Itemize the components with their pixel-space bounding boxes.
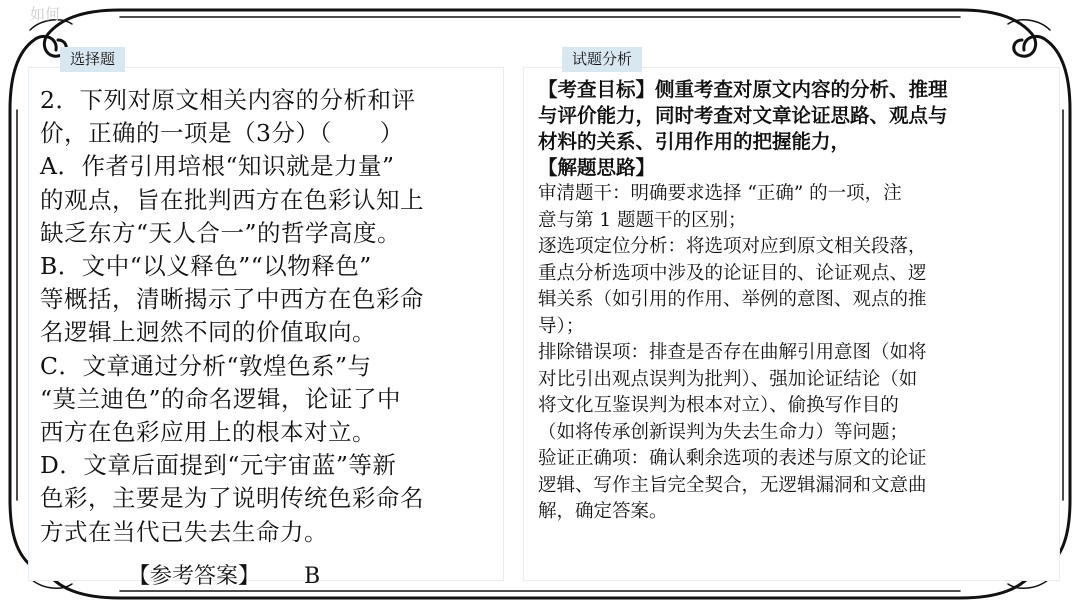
option-b-line: B．文中“以义释色”“以物释色” xyxy=(40,252,372,281)
option-b-line: 等概括，清晰揭示了中西方在色彩命 xyxy=(40,285,424,314)
analysis-line: 辑关系（如引用的作用、举例的意图、观点的推 xyxy=(538,289,927,310)
analysis-line: 将文化互鉴误判为根本对立）、偷换写作目的 xyxy=(538,395,899,416)
question-text xyxy=(40,84,500,549)
analysis-line: 排除错误项：排查是否存在曲解引用意图（如将 xyxy=(538,342,927,363)
objective-line: 材料的关系、引用作用的把握能力， xyxy=(538,130,851,153)
question-line: 2．下列对原文相关内容的分析和评 xyxy=(40,86,416,114)
analysis-text xyxy=(538,77,1040,526)
analysis-line: 解，确定答案。 xyxy=(538,501,668,522)
option-c-line: 西方在色彩应用上的根本对立。 xyxy=(40,418,376,447)
option-d-line: 色彩，主要是为了说明传统色彩命名 xyxy=(40,484,424,513)
corner-decoration-text: 如何 xyxy=(30,5,61,23)
analysis-line: 意与第 1 题题干的区别； xyxy=(538,209,747,231)
objective-line: 与评价能力，同时考查对文章论证思路、观点与 xyxy=(538,104,948,127)
analysis-line: 审清题干：明确要求选择 “正确” 的一项，注 xyxy=(538,183,902,204)
option-a-line: 的观点，旨在批判西方在色彩认知上 xyxy=(40,185,424,214)
analysis-line: 逻辑、写作主旨完全契合，无逻辑漏洞和文意曲 xyxy=(538,474,927,496)
question-type-tag: 选择题 xyxy=(60,47,125,72)
analysis-line: 对比引出观点误判为批判）、强加论证结论（如 xyxy=(538,368,918,390)
option-d-line: 方式在当代已失去生命力。 xyxy=(40,517,328,546)
analysis-line: 重点分析选项中涉及的论证目的、论证观点、逻 xyxy=(538,262,927,284)
option-c-line: “莫兰迪色”的命名逻辑，论证了中 xyxy=(40,384,402,413)
answer-value: B xyxy=(304,564,321,589)
analysis-tag: 试题分析 xyxy=(562,47,642,72)
option-b-line: 名逻辑上迥然不同的价值取向。 xyxy=(40,318,376,347)
question-line: 价，正确的一项是（3分）（ ） xyxy=(40,119,404,148)
reference-answer xyxy=(128,562,320,592)
option-d-line: D．文章后面提到“元宇宙蓝”等新 xyxy=(40,451,397,480)
answer-label: 【参考答案】 xyxy=(128,564,261,589)
analysis-line: 导）； xyxy=(538,315,585,337)
option-a-line: A．作者引用培根“知识就是力量” xyxy=(40,152,395,181)
analysis-line: 验证正确项：确认剩余选项的表述与原文的论证 xyxy=(538,448,927,469)
analysis-line: 逐选项定位分析：将选项对应到原文相关段落， xyxy=(538,236,927,257)
approach-heading: 【解题思路】 xyxy=(538,156,656,179)
objective-line: 【考查目标】侧重考查对原文内容的分析、推理 xyxy=(538,78,948,101)
analysis-line: （如将传承创新误判为失去生命力）等问题； xyxy=(538,421,909,443)
option-a-line: 缺乏东方“天人合一”的哲学高度。 xyxy=(40,218,402,247)
option-c-line: C．文章通过分析“敦煌色系”与 xyxy=(40,351,372,380)
